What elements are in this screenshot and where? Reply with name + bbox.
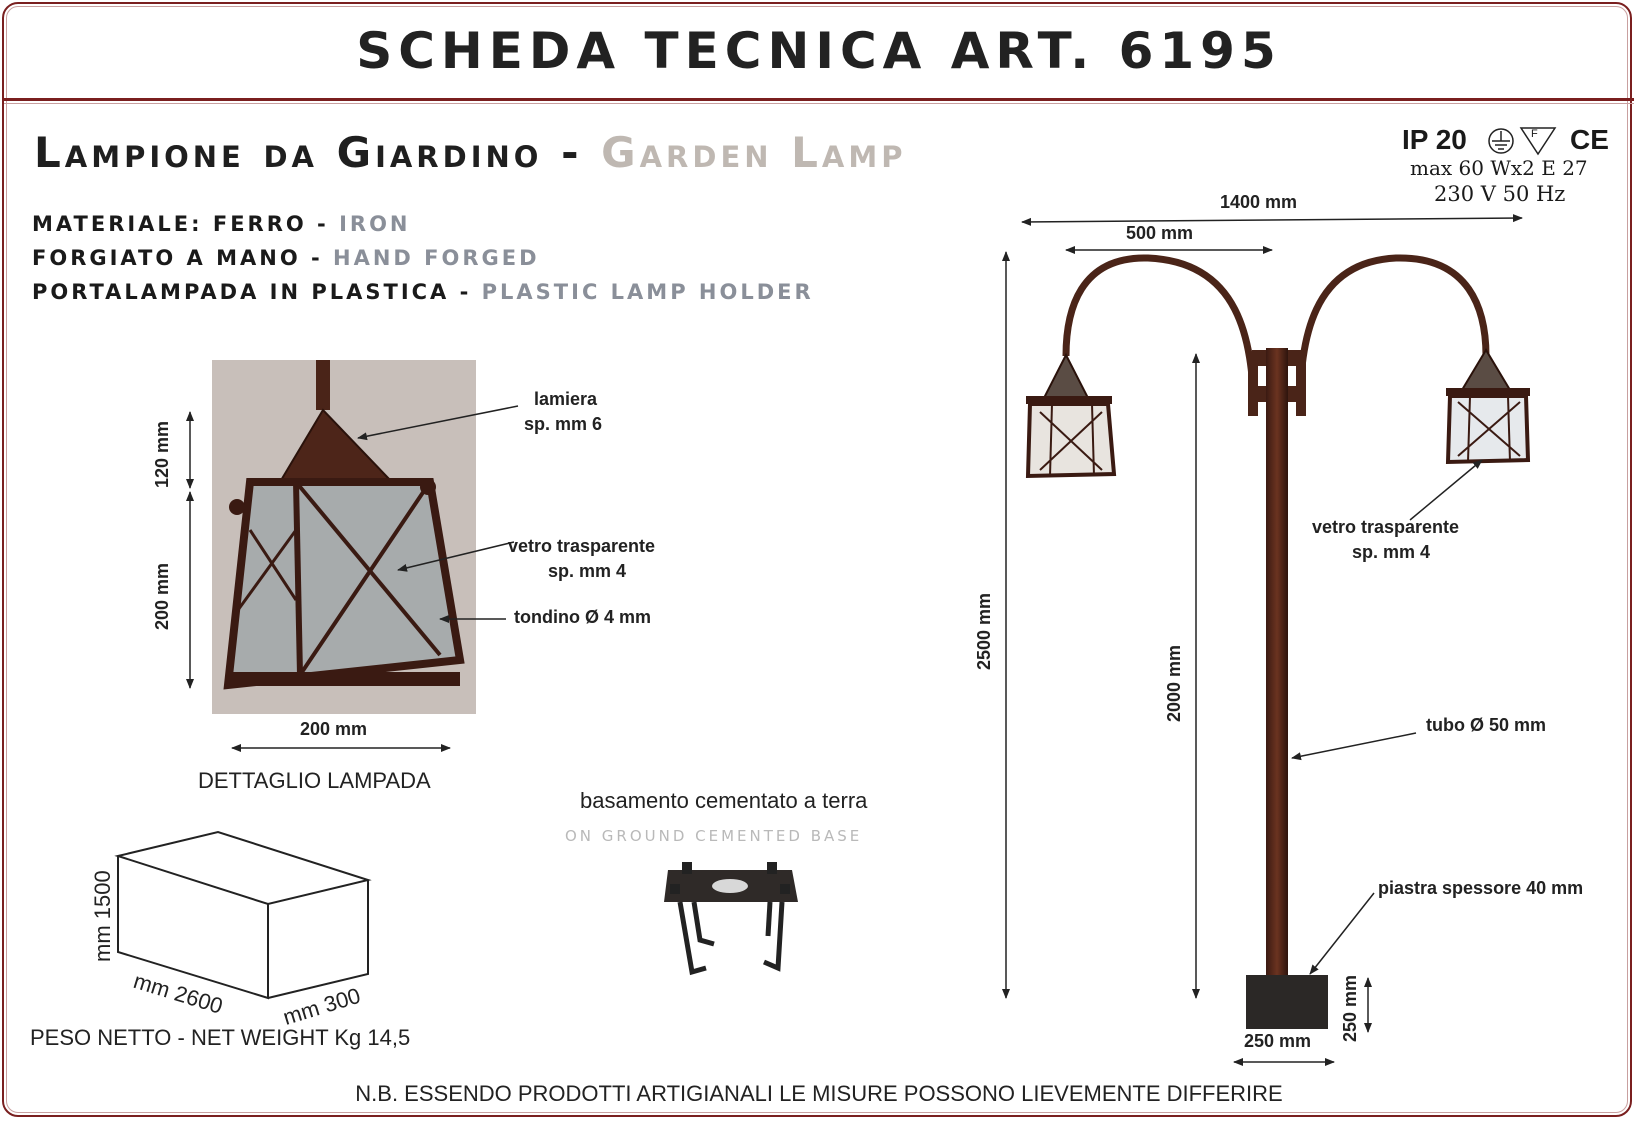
dim-label-top: 120 mm xyxy=(152,420,172,488)
base-title-it: basamento cementato a terra xyxy=(580,788,868,813)
dim-label-plate-height: 250 mm xyxy=(1340,974,1360,1042)
callout-rod: tondino Ø 4 mm xyxy=(514,607,651,627)
power-rating: max 60 Wx2 E 27 xyxy=(1410,156,1588,180)
spec-material-en: IRON xyxy=(339,212,411,236)
dim-line-total-width xyxy=(1022,218,1522,222)
spec-lampholder-it: PORTALAMPADA IN PLASTICA xyxy=(32,280,450,304)
cemented-base-drawing xyxy=(664,862,798,972)
voltage-rating: 230 V 50 Hz xyxy=(1434,182,1566,206)
dim-label-plate-width: 250 mm xyxy=(1244,1031,1312,1051)
dim-label-total-height: 2500 mm xyxy=(974,592,994,670)
callout-sheet-line2: sp. mm 6 xyxy=(524,414,603,434)
lamp-detail-drawing xyxy=(228,360,460,686)
dim-label-width: 200 mm xyxy=(300,719,368,739)
spec-separator: - xyxy=(449,280,482,304)
page-title: SCHEDA TECNICA ART. 6195 xyxy=(356,22,1282,80)
callout-arrow-sheet xyxy=(358,406,518,438)
spec-separator: - xyxy=(306,212,340,236)
base-title-en: ON GROUND CEMENTED BASE xyxy=(565,827,863,845)
spec-material-it: MATERIALE: FERRO xyxy=(32,212,307,236)
lamp-detail-caption: DETTAGLIO LAMPADA xyxy=(198,768,431,793)
ce-mark: CE xyxy=(1570,124,1609,155)
plate-thickness-label: piastra spessore 40 mm xyxy=(1378,878,1584,898)
callout-glass-line1: vetro trasparente xyxy=(508,536,656,556)
f-mark-icon xyxy=(1521,128,1555,154)
f-mark-label: F xyxy=(1531,128,1538,140)
earth-symbol-icon xyxy=(1489,129,1513,153)
dim-label-total-width: 1400 mm xyxy=(1220,192,1298,212)
spec-forged-it: FORGIATO A MANO xyxy=(32,246,301,270)
footer-note: N.B. ESSENDO PRODOTTI ARTIGIANALI LE MISURE POSSONO LIEVEMENTE DIFFERIRE xyxy=(355,1081,1283,1106)
ip-rating: IP 20 xyxy=(1402,124,1467,155)
dim-label-arm: 500 mm xyxy=(1126,223,1194,243)
package-height-label: mm 1500 xyxy=(90,870,115,962)
product-name-en: Garden Lamp xyxy=(601,128,907,177)
callout-arrow-tube xyxy=(1292,733,1416,758)
package-depth-label: mm 300 xyxy=(280,982,364,1030)
callout-arrow-plate xyxy=(1310,893,1374,974)
lantern-glass-line1: vetro trasparente xyxy=(1312,517,1460,537)
product-name-it: Lampione da Giardino xyxy=(34,128,543,177)
package-length-label: mm 2600 xyxy=(130,968,226,1019)
lantern-glass-line2: sp. mm 4 xyxy=(1352,542,1431,562)
dim-label-body: 200 mm xyxy=(152,562,172,630)
callout-arrow-lantern-glass xyxy=(1410,460,1482,520)
spec-separator: - xyxy=(300,246,334,270)
product-name-separator: - xyxy=(561,128,583,177)
spec-forged-en: HAND FORGED xyxy=(333,246,540,270)
tube-label: tubo Ø 50 mm xyxy=(1426,715,1547,735)
dim-label-pole-height: 2000 mm xyxy=(1164,644,1184,722)
net-weight: PESO NETTO - NET WEIGHT Kg 14,5 xyxy=(30,1025,411,1050)
lamp-post-drawing xyxy=(1026,258,1530,1029)
callout-sheet-line1: lamiera xyxy=(534,389,598,409)
spec-lampholder-en: PLASTIC LAMP HOLDER xyxy=(481,280,814,304)
callout-glass-line2: sp. mm 4 xyxy=(548,561,627,581)
